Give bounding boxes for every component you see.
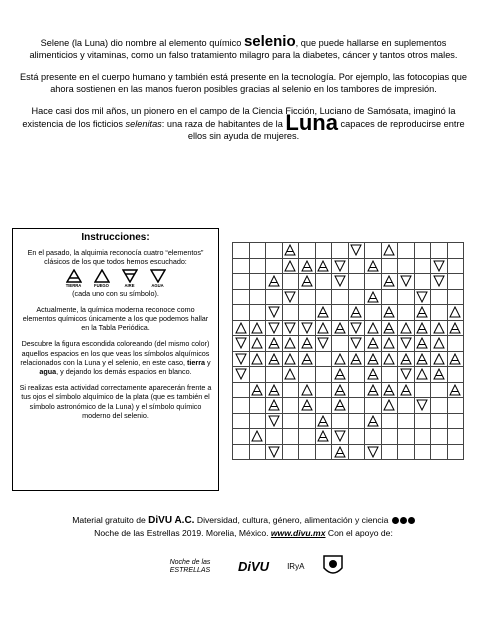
- earth-symbol-cell[interactable]: [348, 305, 365, 321]
- earth-symbol-cell[interactable]: [398, 351, 415, 367]
- earth-symbol-cell[interactable]: [249, 382, 266, 398]
- empty-cell[interactable]: [381, 413, 398, 429]
- earth-symbol-cell[interactable]: [414, 336, 431, 352]
- empty-cell[interactable]: [365, 243, 382, 259]
- fire-symbol-cell[interactable]: [365, 320, 382, 336]
- empty-cell[interactable]: [299, 243, 316, 259]
- earth-symbol-cell[interactable]: [299, 351, 316, 367]
- water-symbol-cell[interactable]: [398, 336, 415, 352]
- empty-cell[interactable]: [299, 367, 316, 383]
- earth-symbol-cell[interactable]: [365, 367, 382, 383]
- empty-cell[interactable]: [332, 336, 349, 352]
- empty-cell[interactable]: [348, 398, 365, 414]
- empty-cell[interactable]: [282, 398, 299, 414]
- empty-cell[interactable]: [332, 289, 349, 305]
- intro-paragraph-2: Está presente en el cuerpo humano y también está presente en la tecnología. Por ejemplo, las fotocopias que ahora sostienen en las manos fueron posibles gracias al selenio en los tambores de impresión.: [20, 72, 467, 94]
- earth-symbol-cell[interactable]: [414, 305, 431, 321]
- earth-symbol-cell[interactable]: [381, 382, 398, 398]
- empty-cell[interactable]: [315, 274, 332, 290]
- water-symbol-cell[interactable]: [282, 320, 299, 336]
- irya-logo: IRyA: [287, 562, 305, 571]
- empty-cell[interactable]: [299, 429, 316, 445]
- water-symbol-cell[interactable]: [365, 444, 382, 460]
- element-symbols: [19, 269, 212, 288]
- empty-cell[interactable]: [249, 258, 266, 274]
- empty-cell[interactable]: [381, 444, 398, 460]
- fire-symbol-cell[interactable]: [398, 320, 415, 336]
- grid-row: [233, 429, 464, 445]
- fire-symbol-cell[interactable]: [249, 429, 266, 445]
- earth-symbol-cell[interactable]: [381, 305, 398, 321]
- luna-word: Luna: [285, 110, 338, 135]
- intro-paragraph-3: Hace casi dos mil años, un pionero en el campo de la Ciencia Ficción, Luciano de Samósata, imaginó la existencia de los ficticios selenitas: una raza de habitantes de la Luna capaces de reproducirse entre ellos sin ayuda de mujeres.: [22, 106, 465, 141]
- empty-cell[interactable]: [266, 289, 283, 305]
- empty-cell[interactable]: [431, 382, 448, 398]
- instructions-title: Instrucciones:: [81, 232, 150, 243]
- earth-symbol-cell[interactable]: [266, 274, 283, 290]
- fire-symbol-cell[interactable]: [249, 351, 266, 367]
- footer-line-1: Material gratuito de DiVU A.C. Diversidad, cultura, género, alimentación y ciencia: [20, 514, 467, 527]
- earth-symbol-cell[interactable]: [414, 320, 431, 336]
- empty-cell[interactable]: [348, 367, 365, 383]
- instructions-p2: Actualmente, la química moderna reconoce como elementos químicos únicamente a los que podemos hallar en la Tabla Periódica.: [22, 304, 209, 333]
- grid-row: [233, 367, 464, 383]
- earth-symbol-cell[interactable]: [299, 398, 316, 414]
- empty-cell[interactable]: [266, 258, 283, 274]
- empty-cell[interactable]: [332, 305, 349, 321]
- empty-cell[interactable]: [431, 305, 448, 321]
- earth-symbol-cell[interactable]: [266, 382, 283, 398]
- empty-cell[interactable]: [299, 289, 316, 305]
- earth-symbol-cell[interactable]: [365, 289, 382, 305]
- grid-row: [233, 398, 464, 414]
- fire-symbol-cell[interactable]: [233, 320, 250, 336]
- empty-cell[interactable]: [348, 289, 365, 305]
- empty-cell[interactable]: [431, 444, 448, 460]
- empty-cell[interactable]: [414, 429, 431, 445]
- empty-cell[interactable]: [282, 305, 299, 321]
- empty-cell[interactable]: [414, 274, 431, 290]
- earth-symbol-cell[interactable]: [315, 305, 332, 321]
- fire-symbol-cell[interactable]: [332, 351, 349, 367]
- fire-symbol-cell[interactable]: [249, 320, 266, 336]
- empty-cell[interactable]: [233, 444, 250, 460]
- empty-cell[interactable]: [249, 305, 266, 321]
- earth-symbol-cell[interactable]: [282, 243, 299, 259]
- instructions-box: [12, 228, 219, 491]
- empty-cell[interactable]: [381, 429, 398, 445]
- earth-symbol-cell[interactable]: [315, 429, 332, 445]
- earth-symbol-cell[interactable]: [332, 367, 349, 383]
- empty-cell[interactable]: [282, 382, 299, 398]
- footer: [20, 514, 467, 539]
- empty-cell[interactable]: [348, 429, 365, 445]
- earth-symbol-cell[interactable]: [266, 336, 283, 352]
- fire-symbol-cell[interactable]: [282, 367, 299, 383]
- water-symbol-cell[interactable]: [398, 274, 415, 290]
- earth-symbol-cell[interactable]: [266, 398, 283, 414]
- empty-cell[interactable]: [233, 413, 250, 429]
- earth-symbol-cell[interactable]: [332, 320, 349, 336]
- water-symbol-cell[interactable]: [348, 336, 365, 352]
- earth-symbol-cell[interactable]: [414, 351, 431, 367]
- water-symbol-cell[interactable]: [431, 258, 448, 274]
- empty-cell[interactable]: [447, 367, 464, 383]
- empty-cell[interactable]: [233, 305, 250, 321]
- earth-symbol-cell[interactable]: [381, 274, 398, 290]
- water-symbol-cell[interactable]: [414, 398, 431, 414]
- empty-cell[interactable]: [299, 305, 316, 321]
- intro-paragraph-1: Selene (la Luna) dio nombre al elemento químico selenio, que puede hallarse en suplementos alimenticios y vitaminas, como un falso tratamiento milagro para la diabetes, cáncer y tantos otros males.: [29, 33, 458, 60]
- empty-cell[interactable]: [249, 444, 266, 460]
- grid-row: [233, 351, 464, 367]
- noche-estrellas-logo: Noche de las ESTRELLAS: [169, 559, 211, 574]
- earth-symbol-cell[interactable]: [365, 336, 382, 352]
- empty-cell[interactable]: [431, 289, 448, 305]
- empty-cell[interactable]: [398, 444, 415, 460]
- fire-symbol-cell[interactable]: [381, 398, 398, 414]
- water-symbol-cell[interactable]: [266, 444, 283, 460]
- earth-symbol-cell[interactable]: [447, 351, 464, 367]
- fire-symbol: FUEGO: [91, 269, 113, 288]
- footer-line-2: Noche de las Estrellas 2019. Morelia, México. www.divu.mx Con el apoyo de:: [94, 528, 393, 538]
- sponsor-logos: [160, 552, 420, 582]
- water-symbol-cell[interactable]: [233, 351, 250, 367]
- grid-row: [233, 305, 464, 321]
- facebook-icon[interactable]: [392, 517, 399, 524]
- empty-cell[interactable]: [249, 274, 266, 290]
- empty-cell[interactable]: [249, 413, 266, 429]
- empty-cell[interactable]: [249, 398, 266, 414]
- water-symbol-cell[interactable]: [414, 289, 431, 305]
- grid-row: [233, 336, 464, 352]
- puzzle-table: [232, 242, 464, 460]
- empty-cell[interactable]: [315, 398, 332, 414]
- water-symbol-cell[interactable]: [332, 274, 349, 290]
- earth-symbol-cell[interactable]: [365, 258, 382, 274]
- empty-cell[interactable]: [398, 398, 415, 414]
- empty-cell[interactable]: [447, 336, 464, 352]
- empty-cell[interactable]: [398, 243, 415, 259]
- unam-logo: [322, 554, 344, 581]
- empty-cell[interactable]: [233, 398, 250, 414]
- empty-cell[interactable]: [398, 258, 415, 274]
- earth-symbol-cell[interactable]: [315, 258, 332, 274]
- water-symbol-cell[interactable]: [233, 336, 250, 352]
- empty-cell[interactable]: [266, 243, 283, 259]
- empty-cell[interactable]: [365, 305, 382, 321]
- empty-cell[interactable]: [233, 258, 250, 274]
- empty-cell[interactable]: [447, 429, 464, 445]
- empty-cell[interactable]: [233, 429, 250, 445]
- empty-cell[interactable]: [233, 289, 250, 305]
- empty-cell[interactable]: [398, 289, 415, 305]
- empty-cell[interactable]: [282, 429, 299, 445]
- earth-symbol-cell[interactable]: [299, 274, 316, 290]
- grid-row: [233, 320, 464, 336]
- earth-symbol: TIERRA: [63, 269, 85, 288]
- fire-symbol-cell[interactable]: [282, 258, 299, 274]
- water-symbol-cell[interactable]: [332, 258, 349, 274]
- empty-cell[interactable]: [348, 382, 365, 398]
- puzzle-grid: [232, 242, 464, 460]
- empty-cell[interactable]: [398, 429, 415, 445]
- earth-symbol-cell[interactable]: [332, 398, 349, 414]
- water-symbol-cell[interactable]: [348, 320, 365, 336]
- selenio-word: selenio: [243, 33, 296, 50]
- water-symbol-cell[interactable]: [282, 289, 299, 305]
- instructions-p1: En el pasado, la alquimia reconocía cuatro “elementos” clásicos de los que todos hemos escuchado:: [27, 248, 204, 267]
- empty-cell[interactable]: [249, 367, 266, 383]
- water-symbol-cell[interactable]: [233, 367, 250, 383]
- intro-text: [20, 33, 467, 152]
- instructions-p1b: (cada uno con su símbolo).: [72, 288, 159, 298]
- water-symbol-cell[interactable]: [348, 243, 365, 259]
- earth-symbol-cell[interactable]: [447, 382, 464, 398]
- earth-symbol-cell[interactable]: [266, 351, 283, 367]
- empty-cell[interactable]: [233, 382, 250, 398]
- earth-symbol-cell[interactable]: [447, 320, 464, 336]
- earth-symbol-cell[interactable]: [332, 444, 349, 460]
- empty-cell[interactable]: [447, 289, 464, 305]
- empty-cell[interactable]: [431, 243, 448, 259]
- empty-cell[interactable]: [282, 444, 299, 460]
- empty-cell[interactable]: [414, 258, 431, 274]
- empty-cell[interactable]: [299, 444, 316, 460]
- empty-cell[interactable]: [431, 413, 448, 429]
- earth-symbol-cell[interactable]: [332, 382, 349, 398]
- empty-cell[interactable]: [332, 413, 349, 429]
- water-symbol-cell[interactable]: [266, 305, 283, 321]
- divu-link[interactable]: www.divu.mx: [270, 528, 326, 538]
- empty-cell[interactable]: [398, 413, 415, 429]
- divu-logo: DiVU: [238, 559, 270, 574]
- earth-symbol-cell[interactable]: [381, 320, 398, 336]
- empty-cell[interactable]: [315, 351, 332, 367]
- water-symbol-cell[interactable]: [299, 320, 316, 336]
- fire-symbol-cell[interactable]: [381, 351, 398, 367]
- empty-cell[interactable]: [348, 444, 365, 460]
- fire-symbol-cell[interactable]: [414, 367, 431, 383]
- earth-symbol-cell[interactable]: [398, 382, 415, 398]
- empty-cell[interactable]: [447, 243, 464, 259]
- earth-symbol-cell[interactable]: [431, 367, 448, 383]
- empty-cell[interactable]: [299, 413, 316, 429]
- empty-cell[interactable]: [381, 258, 398, 274]
- fire-symbol-cell[interactable]: [249, 336, 266, 352]
- empty-cell[interactable]: [266, 429, 283, 445]
- earth-symbol-cell[interactable]: [365, 382, 382, 398]
- empty-cell[interactable]: [249, 289, 266, 305]
- fire-symbol-cell[interactable]: [431, 320, 448, 336]
- fire-symbol-cell[interactable]: [282, 336, 299, 352]
- fire-symbol-cell[interactable]: [431, 351, 448, 367]
- earth-symbol-cell[interactable]: [348, 351, 365, 367]
- empty-cell[interactable]: [315, 444, 332, 460]
- fire-symbol-cell[interactable]: [381, 243, 398, 259]
- empty-cell[interactable]: [282, 274, 299, 290]
- grid-row: [233, 289, 464, 305]
- empty-cell[interactable]: [233, 274, 250, 290]
- earth-symbol-cell[interactable]: [365, 351, 382, 367]
- empty-cell[interactable]: [332, 243, 349, 259]
- grid-row: [233, 243, 464, 259]
- empty-cell[interactable]: [447, 413, 464, 429]
- empty-cell[interactable]: [233, 243, 250, 259]
- empty-cell[interactable]: [348, 258, 365, 274]
- empty-cell[interactable]: [348, 274, 365, 290]
- empty-cell[interactable]: [398, 305, 415, 321]
- water-symbol-cell[interactable]: [332, 429, 349, 445]
- fire-symbol-cell[interactable]: [299, 382, 316, 398]
- water-symbol-cell[interactable]: [315, 336, 332, 352]
- empty-cell[interactable]: [381, 289, 398, 305]
- water-symbol-cell[interactable]: [431, 274, 448, 290]
- empty-cell[interactable]: [447, 398, 464, 414]
- fire-symbol-cell[interactable]: [381, 336, 398, 352]
- earth-symbol-cell[interactable]: [315, 413, 332, 429]
- empty-cell[interactable]: [315, 243, 332, 259]
- fire-symbol-cell[interactable]: [447, 305, 464, 321]
- empty-cell[interactable]: [414, 382, 431, 398]
- empty-cell[interactable]: [315, 382, 332, 398]
- empty-cell[interactable]: [266, 367, 283, 383]
- empty-cell[interactable]: [365, 274, 382, 290]
- grid-row: [233, 413, 464, 429]
- empty-cell[interactable]: [414, 444, 431, 460]
- twitter-icon[interactable]: [400, 517, 407, 524]
- water-symbol-cell[interactable]: [266, 320, 283, 336]
- empty-cell[interactable]: [447, 258, 464, 274]
- fire-symbol-cell[interactable]: [282, 351, 299, 367]
- empty-cell[interactable]: [348, 413, 365, 429]
- empty-cell[interactable]: [431, 429, 448, 445]
- empty-cell[interactable]: [414, 413, 431, 429]
- grid-row: [233, 274, 464, 290]
- empty-cell[interactable]: [414, 243, 431, 259]
- grid-row: [233, 258, 464, 274]
- empty-cell[interactable]: [431, 398, 448, 414]
- empty-cell[interactable]: [447, 444, 464, 460]
- water-symbol-cell[interactable]: [398, 367, 415, 383]
- empty-cell[interactable]: [315, 289, 332, 305]
- earth-symbol-cell[interactable]: [365, 413, 382, 429]
- earth-symbol-cell[interactable]: [299, 336, 316, 352]
- fire-symbol-cell[interactable]: [431, 336, 448, 352]
- instagram-icon[interactable]: [408, 517, 415, 524]
- instructions-p4: Si realizas esta actividad correctamente aparecerán frente a tus ojos el símbolo alquímico de la plata (que es también el símbolo astronómico de la Luna) y el símbolo químico moderno del selenio.: [19, 383, 212, 420]
- empty-cell[interactable]: [447, 274, 464, 290]
- grid-row: [233, 444, 464, 460]
- empty-cell[interactable]: [249, 243, 266, 259]
- earth-symbol-cell[interactable]: [299, 258, 316, 274]
- air-symbol: AIRE: [119, 269, 141, 288]
- grid-row: [233, 382, 464, 398]
- empty-cell[interactable]: [365, 398, 382, 414]
- water-symbol: AGUA: [147, 269, 169, 288]
- empty-cell[interactable]: [381, 367, 398, 383]
- empty-cell[interactable]: [365, 429, 382, 445]
- empty-cell[interactable]: [315, 367, 332, 383]
- instructions-p3: Descubre la figura escondida coloreando (del mismo color) aquellos espacios en los que veas los símbolos alquímicos relacionados con la Luna y el selenio, en este caso, tierra y agua, y dejando los demás espacios en blanco.: [20, 339, 211, 377]
- fire-symbol-cell[interactable]: [315, 320, 332, 336]
- water-symbol-cell[interactable]: [266, 413, 283, 429]
- empty-cell[interactable]: [282, 413, 299, 429]
